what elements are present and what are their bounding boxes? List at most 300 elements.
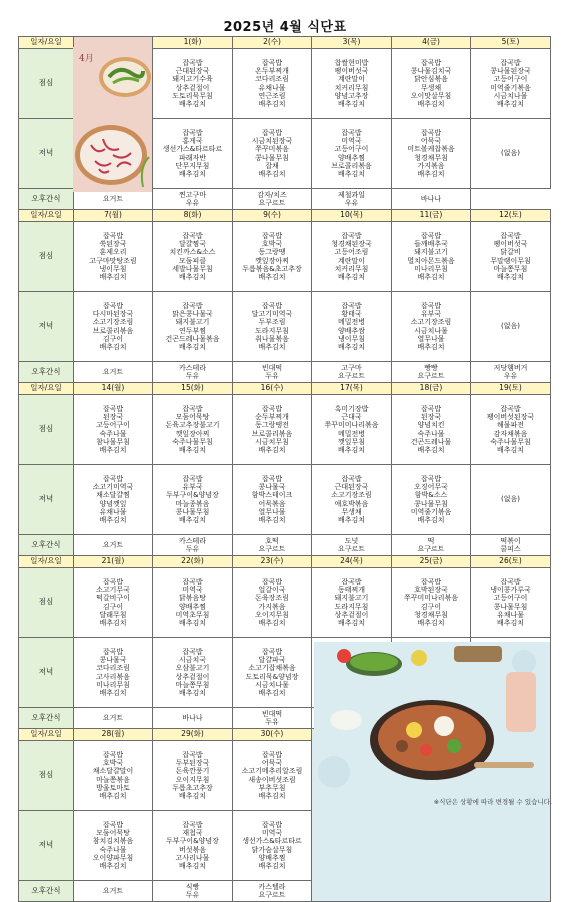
dish-item: 달래무침 [99,610,127,619]
lunch-cell [471,395,551,465]
lunch-row [19,568,551,638]
day-header: 23(수) [233,556,312,568]
dish-item: 잡곡밥 [102,301,124,310]
dish-item: 잡곡밥 [261,577,283,586]
dish-item: 고사리나물 [175,853,210,862]
dish-item: 양념고추장 [334,91,369,100]
dish-item: 호박된장국 [414,586,448,595]
dish-item: 배추김치 [258,515,286,524]
lunch-cell [233,49,312,119]
svg-text:4月: 4月 [79,54,94,64]
snack-item: 요거트 [102,540,124,549]
date-header-row [19,210,551,222]
dinner-label: 저녁 [19,638,74,708]
dish-item: 잡곡밥 [261,58,283,67]
snack-item: 카스텔라 [258,882,286,891]
day-header: 24(목) [312,556,392,568]
snack-row [19,362,551,383]
lunch-cell [312,568,392,638]
dish-item: 맑은콩나물국 [172,310,213,319]
dish-item: 배추김치 [99,688,127,697]
dish-item: 김구이 [102,334,124,343]
dish-item: 찹쌀현미밥 [334,58,369,67]
dish-item: 상추겉절이 [175,672,210,681]
day-header: 9(수) [233,210,312,222]
lunch-cell [233,395,312,465]
dish-item: 도토리묵무침 [172,91,213,100]
lunch-cell [233,741,312,811]
dish-item: 잡곡밥 [182,128,203,137]
dish-item: 치킨까스&소스 [169,248,216,257]
snack-label: 오후간식 [19,881,74,902]
lunch-row [19,222,551,292]
dish-item: 청경채무침 [414,610,448,619]
dish-item: 숙주나물 [99,429,127,438]
snack-cell [153,881,233,902]
dish-item: 배추김치 [258,342,286,351]
dish-item: 두릅초고추장 [172,783,213,792]
dish-item: 잡곡밥 [341,301,362,310]
dish-item: 부추무침 [258,783,286,792]
dish-item: 미역줄기볶음 [410,507,452,516]
dish-item: 참치김치볶음 [92,837,134,846]
dish-item: 황태국 [341,310,362,319]
dish-item: 닭가슴살무침 [251,845,293,854]
dish-item: 배추김치 [99,342,127,351]
lunch-row [19,395,551,465]
dish-item: 숙주나물 [417,429,445,438]
dish-item: 배추김치 [99,445,127,454]
day-header: 12(토) [471,210,551,222]
dish-item: 가지볶음 [258,602,286,611]
snack-item: 우유 [344,199,359,207]
snack-item: 두유 [185,891,200,899]
korean-food-illustration [314,642,550,795]
dish-item: 팽이버섯된장국 [486,413,535,422]
snack-item: 요구르트 [417,545,445,553]
lunch-cell [392,395,471,465]
dish-item: 근대된장국 [175,67,210,76]
dish-item: 흑미기장밥 [334,404,369,413]
dish-item: 냉이무침 [337,334,366,343]
dish-item: 어묵국 [420,137,442,146]
dish-item: 돈육깐풍기 [175,767,210,776]
snack-item: 떡 [427,536,435,545]
dish-item: 숙주나물무침 [172,437,213,446]
dish-item: 건곤드레나물 [410,437,452,446]
snack-item: 두유 [185,372,200,380]
dinner-cell [471,119,551,189]
dish-item: 잡곡밥 [261,474,283,483]
dish-item: 치커리무침 [334,264,369,273]
dish-item: 열무나물 [258,507,286,516]
date-header-row [19,556,551,568]
snack-cell [153,189,233,210]
dish-item: 닭갈비 [500,248,521,257]
dish-item: 숙주나물 [99,845,127,854]
dish-item: 잡곡밥 [341,128,362,137]
dish-item: 감자채볶음 [493,429,528,438]
dish-item: 새송이버섯조림 [248,775,296,784]
dish-item: 계란말이 [337,75,366,84]
lunch-label: 점심 [19,395,74,465]
dish-item: 얼갈이국 [258,586,286,595]
dish-item: 닭볶음탕 [178,594,207,603]
dish-item: 배추김치 [258,99,286,108]
dish-item: 배추김치 [496,272,525,281]
snack-item: 제철과일 [337,190,366,199]
day-header: 5(토) [471,37,551,49]
day-header: 30(수) [233,729,312,741]
day-header: 2(수) [233,37,312,49]
dish-item: 도라지무침 [255,326,289,335]
dinner-cell [312,292,392,362]
dish-item: 근대된장국 [334,483,369,492]
day-header: 25(금) [392,556,471,568]
dinner-label: 저녁 [19,119,74,189]
snack-item: 빈대떡 [261,709,283,718]
dish-item: 고등어구이 [334,145,369,154]
dish-item: 된장국 [102,413,124,422]
spring-food-illustration [73,47,152,192]
dish-item: 들깨배추국 [414,240,448,249]
snack-item: 요거트 [102,194,124,203]
dish-item: 미나리무침 [414,264,448,273]
dish-item: 홍게국 [182,137,203,146]
dinner-cell [74,811,153,881]
snack-row [19,535,551,556]
snack-cell [312,189,392,210]
dish-item: 훈제오리 [99,248,127,257]
dinner-cell [233,119,312,189]
dish-item: 배추김치 [178,169,207,178]
dish-item: 어묵볶음 [258,499,286,508]
dish-item: 순두부찌개 [255,413,289,422]
day-header: 19(토) [471,383,551,395]
dish-item: 돼지불고기 [175,318,210,327]
dish-item: 두릅볶음&초고추장 [242,264,302,273]
dinner-label: 저녁 [19,811,74,881]
dish-item: 두부구이&양념장 [166,837,219,846]
dish-item: 생선가스&타르타르 [242,837,302,846]
dish-item: 도라지무침 [334,602,369,611]
snack-item: 요거트 [102,886,124,895]
dish-item: 잡곡밥 [420,404,442,413]
dish-item: 유부국 [182,483,203,492]
dish-item: 배추김치 [178,791,207,800]
dish-item: 애호박볶음 [334,499,369,508]
snack-cell [233,189,312,210]
dish-item: 배추김치 [178,99,207,108]
dish-item: 모둠어묵탕 [175,413,210,422]
snack-item: 요거트 [102,367,124,376]
dinner-row [19,292,551,362]
dish-item: 마늘종볶음 [175,499,210,508]
day-header: 16(수) [233,383,312,395]
snack-cell [471,362,551,383]
dish-item: 고등어조림 [334,248,369,257]
snack-item: 찐고구마 [178,190,207,199]
dish-item: 고사리볶음 [96,672,130,681]
dish-item: 돈육고추장불고기 [165,421,220,430]
snack-cell [74,362,153,383]
dish-item: 잡곡밥 [261,404,283,413]
snack-cell [74,881,153,902]
lunch-cell [392,568,471,638]
snack-cell [153,535,233,556]
dish-item: 가지볶음 [417,161,445,170]
snack-cell [233,362,312,383]
snack-cell [153,362,233,383]
lunch-cell [471,568,551,638]
snack-item: 떡볶이 [500,536,521,545]
dish-item: 양념깻잎 [99,499,127,508]
dish-item: 배추김치 [337,342,366,351]
dish-item: 배추김치 [99,272,127,281]
dish-item: 무생채 [341,507,362,516]
dish-item: 치커리무침 [334,83,369,92]
dish-item: 배추김치 [337,272,366,281]
dish-item: 배추김치 [258,445,286,454]
dish-item: 연두부찜 [178,326,207,335]
dish-item: 배추김치 [258,688,286,697]
snack-item: 두유 [185,545,200,553]
dish-item: 쭈꾸미미나리볶음 [403,594,459,603]
dish-item: 청경채무침 [414,153,448,162]
dish-item: 달걀찜국 [178,240,207,249]
dish-item: 잡곡밥 [420,231,442,240]
dish-item: 잡곡밥 [182,750,203,759]
dish-item: 고등어구이 [493,594,528,603]
day-header: 3(목) [312,37,392,49]
day-header: 4(금) [392,37,471,49]
snack-label: 오후간식 [19,362,74,383]
dinner-cell [312,119,392,189]
dish-item: 상추겉절이 [334,610,369,619]
snack-item: 두유 [265,718,279,726]
dish-item: 유채나물 [496,610,525,619]
dish-item: 잡곡밥 [102,820,124,829]
dish-item: 파래자반 [178,153,207,162]
dish-item: 배추김치 [496,618,525,627]
snack-cell [392,189,471,210]
dish-item: 고등어구이 [96,421,130,430]
dish-item: 잡곡밥 [261,647,283,656]
snack-item: 도넛 [344,536,359,545]
dish-item: 고구마맛탕조림 [89,256,137,265]
dish-item: 배추김치 [337,99,366,108]
snack-cell [312,362,392,383]
dish-item: 소고기미역국 [92,483,134,492]
dish-item: 잡곡밥 [182,58,203,67]
dish-item: 청경채된장국 [331,240,372,249]
dish-item: 오이지무침 [175,775,210,784]
date-label: 일자/요일 [19,556,74,568]
dish-item: 브로콜리볶음 [92,326,134,335]
snack-cell [74,708,153,729]
dish-item: 취나물볶음 [255,334,289,343]
day-header: 21(월) [74,556,153,568]
dish-item: 잡곡밥 [182,301,203,310]
dish-item: 잡곡밥 [341,474,362,483]
dinner-cell [392,292,471,362]
snack-item: 요구르트 [258,891,286,899]
dinner-label: 저녁 [19,465,74,535]
dish-item: 양배추찜 [337,153,366,162]
day-header: 1(화) [153,37,233,49]
lunch-cell [153,568,233,638]
dinner-cell [471,465,551,535]
dish-item: 돼지고기수육 [172,75,213,84]
dish-item: 잡곡밥 [261,128,283,137]
lunch-label: 점심 [19,49,74,119]
snack-cell [471,535,551,556]
dish-item: 시금치나물 [414,326,448,335]
lunch-cell [471,49,551,119]
dinner-cell [233,811,312,881]
dish-item: 배추김치 [337,169,366,178]
dish-item: 시금치무침 [255,437,289,446]
dish-item: 배추김치 [178,272,207,281]
snack-item: 카스테라 [178,536,207,545]
dish-item: 오징어무국 [414,483,448,492]
dish-item: 배추김치 [337,445,366,454]
dish-item: 쑥된장국 [99,240,127,249]
dinner-cell [392,465,471,535]
dish-item: 잡곡밥 [420,301,442,310]
dish-item: 콩나물무침 [255,153,289,162]
dish-item: 도토리묵&양념장 [245,672,299,681]
dish-item: 김구이 [420,602,442,611]
dish-item: 건곤드레나물볶음 [165,334,220,343]
dish-item: 된장국 [420,413,442,422]
dish-item: 채소달걀말이 [92,767,134,776]
dish-item: 양배추찜 [178,602,207,611]
dish-item: 배추김치 [417,342,445,351]
day-header: 17(목) [312,383,392,395]
dish-item: 미역줄기볶음 [490,83,531,92]
dish-item: 동태찌개 [337,586,366,595]
dish-item: 콩나물무침 [175,507,210,516]
dish-item: 해물파전 [496,421,525,430]
dish-item: 호박국 [261,240,283,249]
dish-item: 시금치된장국 [251,137,293,146]
snack-item: 바나나 [182,713,203,722]
dish-item: (없음) [501,322,520,331]
footnote: ※식단은 상황에 따라 변경될 수 있습니다. [433,798,552,806]
dish-item: 모둠피클 [178,256,207,265]
dish-item: 잡곡밥 [500,404,521,413]
snack-cell [392,362,471,383]
lunch-cell [74,222,153,292]
dish-item: 모둠어묵탕 [96,829,130,838]
dish-item: 참나물무침 [96,437,130,446]
snack-item: 우유 [503,372,518,380]
date-label: 일자/요일 [19,210,74,222]
dish-item: 메밀전병 [337,429,366,438]
dish-item: 단무지무침 [175,161,210,170]
dish-item: 잡곡밥 [182,404,203,413]
dish-item: 무생채 [420,83,442,92]
day-header: 28(월) [74,729,153,741]
dish-item: 잡곡밥 [420,577,442,586]
day-header: 7(월) [74,210,153,222]
day-header: 26(토) [471,556,551,568]
lunch-label: 점심 [19,741,74,811]
dish-item: (없음) [501,149,520,158]
dish-item: 오삼불고기 [175,664,210,673]
dish-item: 소고기무국 [96,586,130,595]
lunch-cell [74,741,153,811]
dish-item: 배추김치 [178,861,207,870]
day-header: 11(금) [392,210,471,222]
dish-item: 양배추쌈 [337,326,366,335]
dish-item: 열무나물 [417,334,445,343]
dish-item: 배추김치 [417,169,445,178]
lunch-cell [153,741,233,811]
dish-item: 잡곡밥 [341,231,362,240]
dinner-cell [233,292,312,362]
snack-item: 쿨피스 [500,545,521,553]
dish-item: 양념치킨 [417,421,445,430]
dinner-cell [74,465,153,535]
dish-item: 콩나물국 [258,483,286,492]
dish-item: 깻잎무침 [337,437,366,446]
dish-item: 돈육장조림 [255,594,289,603]
dinner-cell [233,465,312,535]
snack-item: 식빵 [185,882,200,891]
dish-item: 잡곡밥 [341,577,362,586]
lunch-cell [74,568,153,638]
lunch-cell [312,222,392,292]
dish-item: 시금치나물 [493,91,528,100]
snack-item: 요구르트 [337,545,366,553]
dish-item: 브로콜리볶음 [251,429,293,438]
dish-item: 소고기잡채볶음 [248,664,296,673]
dish-item: 배추김치 [99,861,127,870]
dinner-label: 저녁 [19,292,74,362]
snack-label: 오후간식 [19,708,74,729]
dish-item: 배추김치 [99,791,127,800]
date-label: 일자/요일 [19,383,74,395]
dinner-cell [153,638,233,708]
dish-item: 생선가스&타르타르 [162,145,223,154]
snack-item: 요구르트 [417,372,445,380]
snack-cell [233,708,312,729]
dish-item: 양배추찜 [258,853,286,862]
dish-item: 무말랭이무침 [490,256,531,265]
dish-item: 코다리조림 [96,664,130,673]
dinner-cell [153,119,233,189]
lunch-cell [392,49,471,119]
dish-item: 배추김치 [178,515,207,524]
dinner-cell [312,465,392,535]
dish-item: 두부조림 [258,318,286,327]
snack-cell [392,535,471,556]
snack-cell [312,535,392,556]
dish-item: 배추김치 [258,169,286,178]
dish-item: 동그랑땡 [258,248,286,257]
dish-item: 멸치아몬드볶음 [407,256,455,265]
snack-item: 바나나 [420,194,442,203]
lunch-label: 점심 [19,568,74,638]
dish-item: 유채나물 [99,507,127,516]
dish-item: 콩나물김치국 [410,67,452,76]
dish-item: 배추김치 [417,515,445,524]
dish-item: 방울토마토 [96,783,130,792]
dinner-row [19,465,551,535]
dish-item: 떡갈비구이 [96,594,130,603]
